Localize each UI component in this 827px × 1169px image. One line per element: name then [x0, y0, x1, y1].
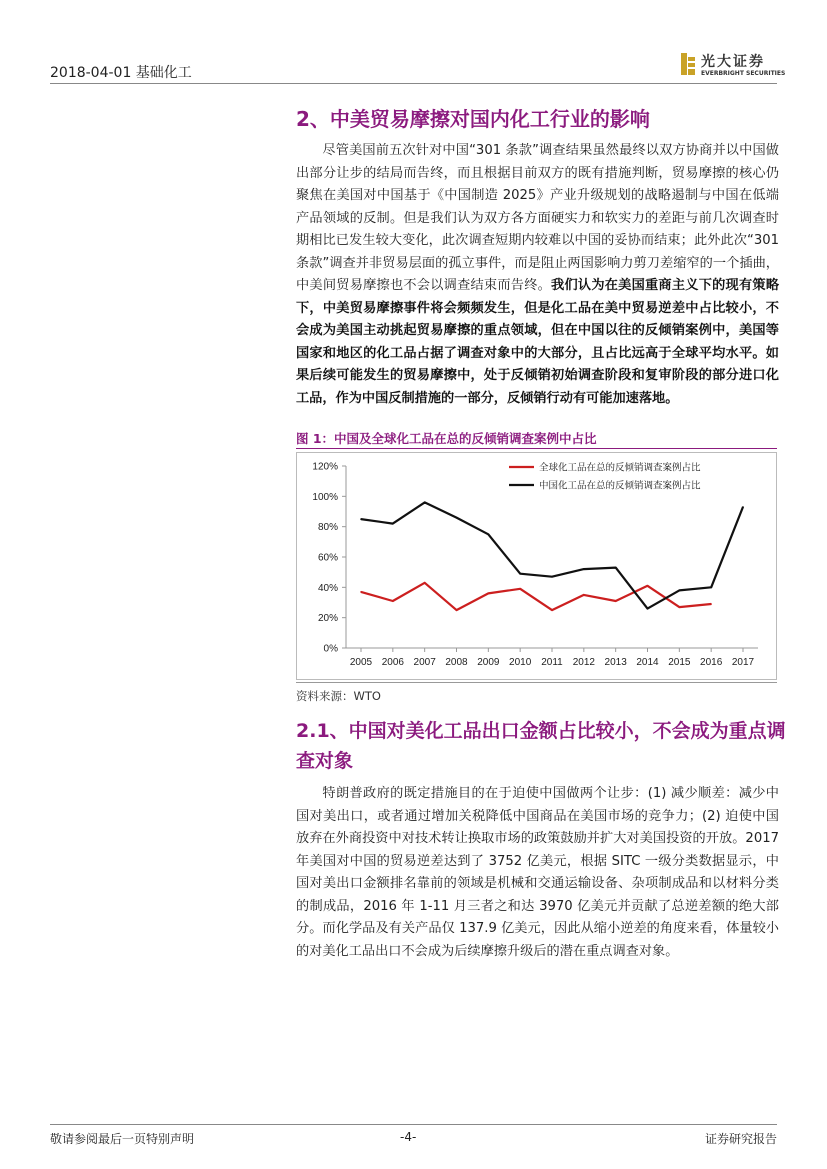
- body-paragraph-1: [296, 140, 779, 410]
- section-heading: 2、中美贸易摩擦对国内化工行业的影响: [296, 107, 650, 131]
- data-point: [392, 523, 394, 525]
- y-tick-label: 20%: [317, 613, 338, 625]
- y-tick-label: 80%: [317, 522, 338, 534]
- x-tick-label: 2010: [509, 657, 532, 668]
- x-tick-label: 2006: [381, 657, 404, 668]
- x-tick-label: 2005: [349, 657, 373, 668]
- y-tick-label: 120%: [312, 461, 338, 473]
- data-point: [647, 585, 649, 587]
- data-point: [456, 517, 458, 519]
- paragraph-text: 尽管美国前五次针对中国“301 条款”调查结果虽然最终以双方协商并以中国做出部分让步的结局而告终，而且根据目前双方的既有措施判断，贸易摩擦的核心仍聚焦在美国对中国基于《中国制造 2025》产业升级规划的战略遏制与中国在低端产品领域的反制。但是我们认为双方各方面硬实力和软实力的差距与前几次调查时期相比已发生较大变化，此次调查短期内较难以中国的妥协而结束；此外此次“301 条款”调查并非贸易层面的孤立事件，而是阻止两国影响力剪刀差缩窄的一个插曲，中美间贸易摩擦也不会以调查结束而告终。: [296, 143, 779, 293]
- page-number: -4-: [400, 1130, 417, 1144]
- data-point: [424, 582, 426, 584]
- data-point: [679, 606, 681, 608]
- data-point: [360, 518, 362, 520]
- data-point: [551, 576, 553, 578]
- legend-label-1: 全球化工品在总的反倾销调查案例占比: [539, 462, 701, 474]
- x-tick-label: 2015: [668, 657, 691, 668]
- footer-divider: [50, 1124, 777, 1125]
- data-point: [488, 533, 490, 535]
- legend-label-2: 中国化工品在总的反倾销调查案例占比: [539, 480, 701, 492]
- subsection-heading: 2.1、中国对美化工品出口金额占比较小，不会成为重点调查对象: [296, 720, 786, 772]
- data-point: [583, 594, 585, 596]
- body-paragraph-2: 特朗普政府的既定措施目的在于迫使中国做两个让步：(1) 减少顺差：减少中国对美出口，或者通过增加关税降低中国商品在美国市场的竞争力；(2) 迫使中国放弃在外商投资中对技术转让换取市场的政策鼓励并扩大对美国投资的开放。2017 年美国对中国的贸易逆差达到了 3752 亿美元，根据 SITC 一级分类数据显示，中国对美出口金额排名靠前的领域是机械和交通运输设备、杂项制成品和以材料分类的制成品，2016 年 1-11 月三者之和达 3970 亿美元并贡献了总逆差额的绝大部分。而化学品及有关产品仅 137.9 亿美元，因此从缩小逆差的角度来看，体量较小的对美化工品出口不会成为后续摩擦升级后的潜在重点调查对象。: [296, 786, 779, 959]
- data-point: [615, 567, 617, 569]
- data-point: [583, 568, 585, 570]
- data-point: [679, 590, 681, 592]
- company-logo: [681, 51, 786, 81]
- logo-mark-icon: [681, 53, 695, 75]
- x-tick-label: 2016: [700, 657, 723, 668]
- data-point: [647, 608, 649, 610]
- header-divider: [50, 83, 777, 84]
- logo-text-cn: 光大证券: [701, 54, 765, 70]
- figure-source: 资料来源：WTO: [296, 689, 381, 703]
- data-point: [519, 588, 521, 590]
- data-point: [710, 587, 712, 589]
- figure-title: 图 1：中国及全球化工品在总的反倾销调查案例中占比: [296, 431, 597, 446]
- data-point: [360, 591, 362, 593]
- chart-frame: [297, 453, 777, 680]
- figure-bottom-rule: [296, 682, 777, 683]
- x-tick-label: 2008: [445, 657, 468, 668]
- logo-text-en: EVERBRIGHT SECURITIES: [701, 70, 786, 77]
- data-point: [456, 609, 458, 611]
- data-point: [519, 573, 521, 575]
- footer-disclaimer: 敬请参阅最后一页特别声明: [50, 1132, 195, 1146]
- x-tick-label: 2007: [413, 657, 436, 668]
- figure-title-rule: [296, 448, 777, 449]
- x-tick-label: 2013: [604, 657, 627, 668]
- data-point: [551, 609, 553, 611]
- data-point: [392, 600, 394, 602]
- series-line-1: [361, 583, 711, 610]
- x-tick-label: 2012: [572, 657, 595, 668]
- x-tick-label: 2009: [477, 657, 500, 668]
- x-tick-label: 2014: [636, 657, 659, 668]
- y-tick-label: 100%: [312, 491, 338, 503]
- paragraph-bold-text: 我们认为在美国重商主义下的现有策略下，中美贸易摩擦事件将会频频发生，但是化工品在美中贸易逆差中占比较小，不会成为美国主动挑起贸易摩擦的重点领域，但在中国以往的反倾销案例中，美国等国家和地区的化工品占据了调查对象中的大部分，且占比远高于全球平均水平。如果后续可能发生的贸易摩擦中，处于反倾销初始调查阶段和复审阶段的部分进口化工品，作为中国反制措施的一部分，反倾销行动有可能加速落地。: [296, 278, 780, 406]
- data-point: [424, 502, 426, 504]
- data-point: [710, 603, 712, 605]
- y-tick-label: 40%: [317, 582, 338, 594]
- y-tick-label: 60%: [317, 552, 338, 564]
- footer-report-type: 证券研究报告: [704, 1132, 777, 1146]
- report-date-category: 2018-04-01 基础化工: [50, 65, 192, 81]
- line-chart: [296, 452, 777, 680]
- data-point: [615, 600, 617, 602]
- line-chart-svg: [296, 452, 777, 680]
- data-point: [742, 506, 744, 508]
- x-tick-label: 2011: [541, 657, 563, 668]
- data-point: [488, 593, 490, 595]
- series-line-2: [361, 502, 743, 608]
- y-tick-label: 0%: [323, 643, 338, 655]
- x-tick-label: 2017: [731, 657, 755, 668]
